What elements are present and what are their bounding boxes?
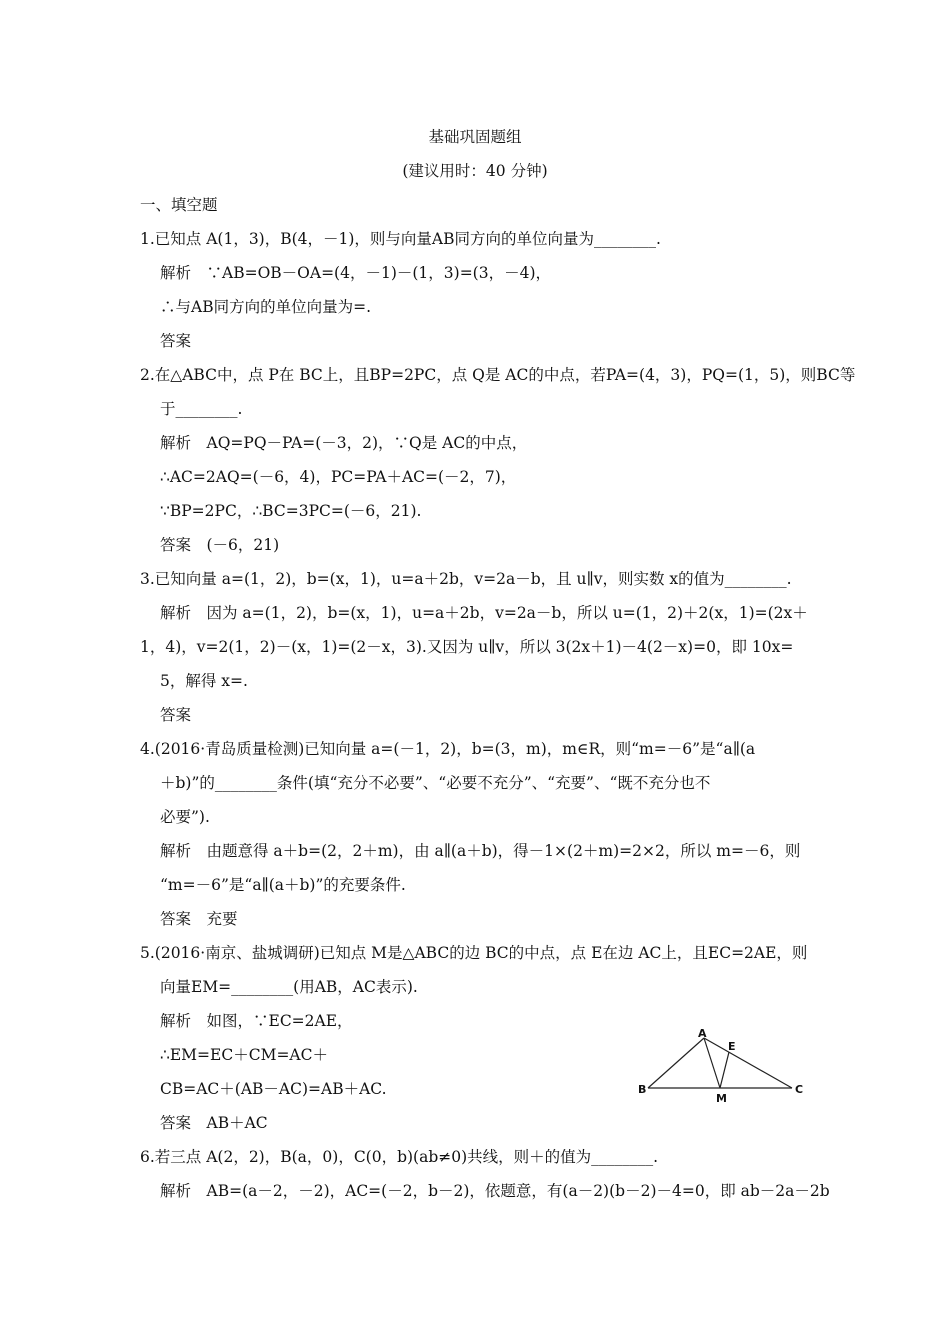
side-ab — [648, 1038, 704, 1088]
label-b: B — [638, 1083, 647, 1096]
q4-stem-3: 必要”). — [160, 808, 210, 826]
q6-stem: 6.若三点 A(2，2)，B(a，0)，C(0，b)(ab≠0)共线，则＋的值为________. — [140, 1148, 659, 1166]
q3-stem: 3.已知向量 a=(1，2)，b=(x，1)，u=a＋2b，v=2a－b，且 u∥v，则实数 x的值为________. — [140, 570, 792, 588]
q4-stem-2: ＋b)”的________条件(填“充分不必要”、“必要不充分”、“充要”、“既不充分也不 — [160, 774, 711, 792]
q5-stem-1: 5.(2016·南京、盐城调研)已知点 M是△ABC的边 BC的中点，点 E在边 AC上，且EC=2AE，则 — [140, 944, 808, 962]
q2-analysis-2: ∴AC=2AQ=(－6，4)，PC=PA＋AC=(－2，7)， — [160, 468, 517, 486]
q5-analysis-2: ∴EM=EC＋CM=AC＋ — [160, 1046, 328, 1064]
q5-answer: 答案 AB＋AC — [160, 1114, 268, 1132]
label-a: A — [698, 1028, 707, 1040]
q2-stem-2: 于________. — [160, 400, 243, 418]
section-heading: 一、填空题 — [140, 196, 218, 214]
q2-answer: 答案 (－6，21) — [160, 536, 280, 554]
q1-answer: 答案 — [160, 332, 192, 350]
segment-em — [720, 1052, 729, 1088]
label-e: E — [728, 1040, 736, 1053]
q4-stem-1: 4.(2016·青岛质量检测)已知向量 a=(－1，2)，b=(3，m)，m∈R，则“m=－6”是“a∥(a — [140, 740, 756, 758]
q4-analysis-2: “m=－6”是“a∥(a＋b)”的充要条件. — [160, 876, 406, 894]
q2-stem-1: 2.在△ABC中，点 P在 BC上，且BP=2PC，点 Q是 AC的中点，若PA=(4，3)，PQ=(1，5)，则BC等 — [140, 366, 856, 384]
q5-analysis-3: CB=AC＋(AB－AC)=AB＋AC. — [160, 1080, 387, 1098]
q4-analysis-1: 解析 由题意得 a＋b=(2，2＋m)，由 a∥(a＋b)，得－1×(2＋m)=2×2，所以 m=－6，则 — [160, 842, 801, 860]
q2-analysis-3: ∵BP=2PC，∴BC=3PC=(－6，21). — [160, 502, 422, 520]
q1-stem: 1.已知点 A(1，3)，B(4，－1)，则与向量AB同方向的单位向量为________. — [140, 230, 661, 248]
q4-answer: 答案 充要 — [160, 910, 238, 928]
q2-analysis-1: 解析 AQ=PQ－PA=(－3，2)，∵Q是 AC的中点， — [160, 434, 528, 452]
q3-analysis-2: 1，4)，v=2(1，2)－(x，1)=(2－x，3).又因为 u∥v，所以 3(2x＋1)－4(2－x)=0，即 10x= — [140, 638, 794, 656]
q6-analysis-1: 解析 AB=(a－2，－2)，AC=(－2，b－2)，依题意，有(a－2)(b－2)－4=0，即 ab－2a－2b — [160, 1182, 830, 1200]
page-title: 基础巩固题组 — [428, 128, 522, 146]
label-m: M — [716, 1092, 727, 1105]
triangle-figure — [632, 1028, 812, 1106]
q1-analysis-2: ∴与AB同方向的单位向量为=. — [160, 298, 371, 316]
q3-answer: 答案 — [160, 706, 192, 724]
q5-stem-2: 向量EM=________(用AB，AC表示). — [160, 978, 418, 996]
q1-analysis-1: 解析 ∵AB=OB－OA=(4，－1)－(1，3)=(3，－4)， — [160, 264, 551, 282]
q3-analysis-3: 5，解得 x=. — [160, 672, 248, 690]
q5-analysis-1: 解析 如图，∵EC=2AE， — [160, 1012, 353, 1030]
page-subtitle: (建议用时：40 分钟) — [402, 162, 548, 180]
q3-analysis-1: 解析 因为 a=(1，2)，b=(x，1)，u=a＋2b，v=2a－b，所以 u=(1，2)＋2(x，1)=(2x＋ — [160, 604, 808, 622]
label-c: C — [795, 1083, 804, 1096]
